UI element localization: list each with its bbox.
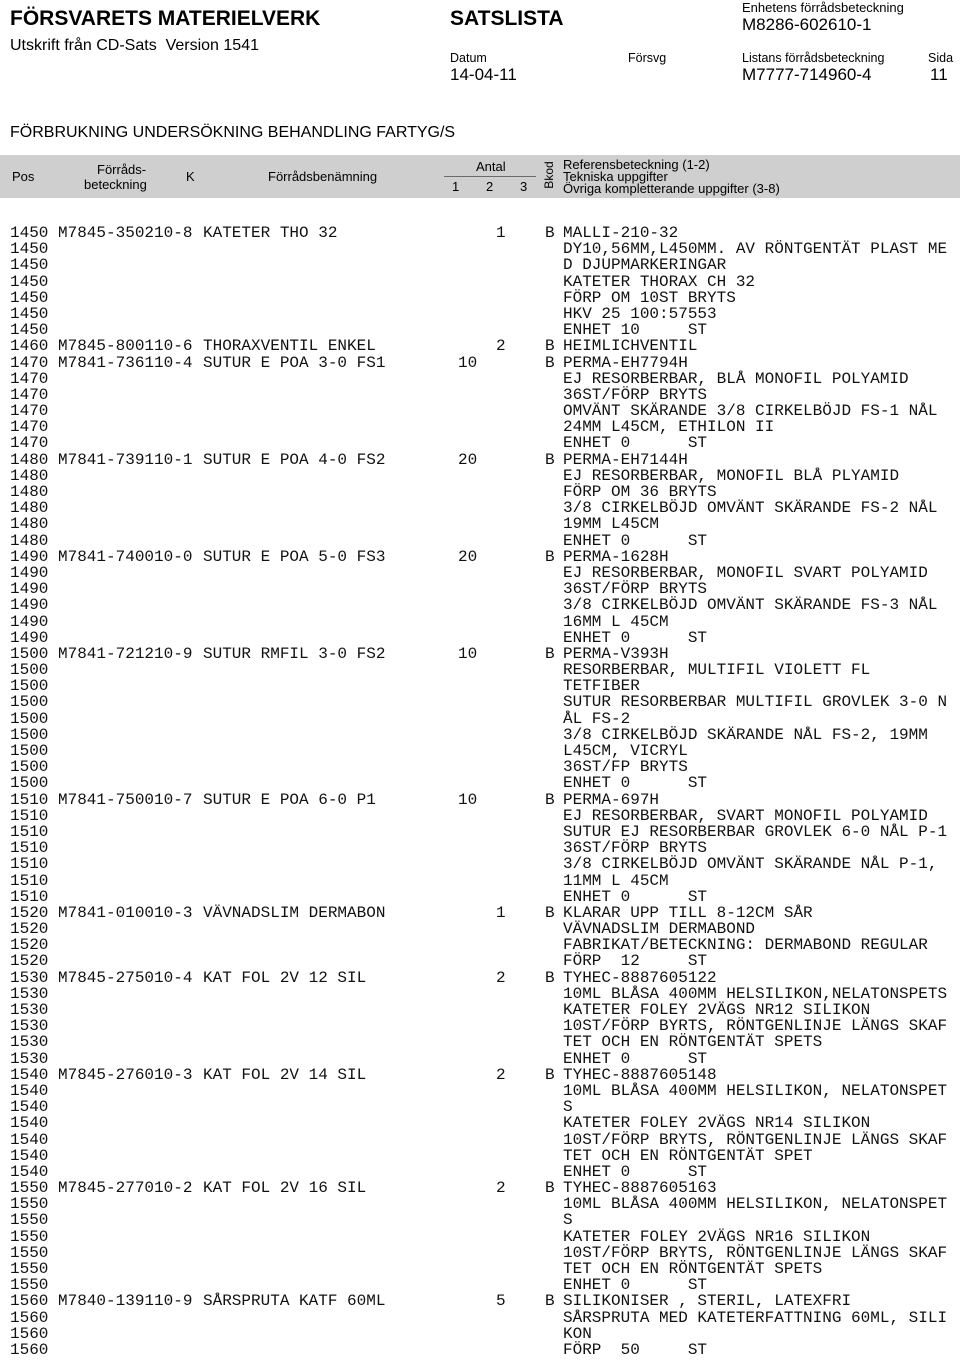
position-number: 1500 bbox=[10, 709, 49, 728]
item-row bbox=[0, 452, 960, 468]
reference-text: 11MM L 45CM bbox=[563, 871, 669, 890]
item-list bbox=[0, 225, 960, 1358]
item-detail-row bbox=[0, 290, 960, 306]
position-number: 1560 bbox=[10, 1292, 49, 1311]
position-number: 1550 bbox=[10, 1195, 49, 1214]
b-code: B bbox=[545, 450, 555, 469]
reference-text: ENHET 10 ST bbox=[563, 321, 708, 340]
quantity: 20 bbox=[458, 547, 478, 566]
reference-text: FÖRP OM 10ST BRYTS bbox=[563, 288, 736, 307]
item-detail-row bbox=[0, 1310, 960, 1326]
position-number: 1500 bbox=[10, 661, 49, 680]
quantity: 10 bbox=[458, 644, 478, 663]
column-other-info: Övriga kompletterande uppgifter (3-8) bbox=[563, 181, 780, 196]
reference-text: 10ST/FÖRP BRYTS, RÖNTGENLINJE LÄNGS SKAF bbox=[563, 1130, 948, 1149]
page-label: Sida bbox=[928, 51, 954, 65]
item-name: SUTUR E POA 4-0 FS2 bbox=[203, 450, 386, 469]
quantity-divider bbox=[444, 176, 536, 177]
item-detail-row bbox=[0, 484, 960, 500]
item-detail-row bbox=[0, 759, 960, 775]
quantity: 5 bbox=[496, 1292, 506, 1311]
item-name: THORAXVENTIL ENKEL bbox=[203, 337, 376, 356]
position-number: 1540 bbox=[10, 1130, 49, 1149]
item-detail-row bbox=[0, 921, 960, 937]
item-name: SUTUR RMFIL 3-0 FS2 bbox=[203, 644, 386, 663]
position-number: 1510 bbox=[10, 806, 49, 825]
position-number: 1470 bbox=[10, 353, 49, 372]
reference-text: TET OCH EN RÖNTGENTÄT SPETS bbox=[563, 1260, 823, 1278]
printout-info: Utskrift från CD-Sats Version 1541 bbox=[10, 37, 259, 54]
item-detail-row bbox=[0, 1164, 960, 1180]
column-quantity-1: 1 bbox=[452, 179, 460, 194]
item-detail-row bbox=[0, 662, 960, 678]
article-number: M7841-750010-7 bbox=[58, 790, 193, 809]
item-detail-row bbox=[0, 1261, 960, 1277]
item-row bbox=[0, 1067, 960, 1083]
item-detail-row bbox=[0, 1229, 960, 1245]
item-detail-row bbox=[0, 1196, 960, 1212]
position-number: 1470 bbox=[10, 369, 49, 388]
item-row bbox=[0, 1293, 960, 1309]
item-row bbox=[0, 225, 960, 241]
item-row bbox=[0, 970, 960, 986]
column-name: Förrådsbenämning bbox=[268, 169, 378, 184]
item-row bbox=[0, 646, 960, 662]
item-row bbox=[0, 355, 960, 371]
b-code: B bbox=[545, 1292, 555, 1311]
reference-text: EJ RESORBERBAR, MONOFIL SVART POLYAMID bbox=[563, 563, 928, 582]
column-bkod: Bkod bbox=[542, 161, 556, 189]
position-number: 1560 bbox=[10, 1324, 49, 1343]
item-detail-row bbox=[0, 419, 960, 435]
position-number: 1550 bbox=[10, 1227, 49, 1246]
position-number: 1490 bbox=[10, 628, 49, 647]
reference-text: SILIKONISER , STERIL, LATEXFRI bbox=[563, 1292, 852, 1311]
quantity: 2 bbox=[496, 1179, 506, 1198]
reference-text: FÖRP 12 ST bbox=[563, 952, 708, 971]
reference-text: TYHEC-8887605163 bbox=[563, 1179, 717, 1198]
item-detail-row bbox=[0, 1132, 960, 1148]
reference-text: 3/8 CIRKELBÖJD OMVÄNT SKÄRANDE FS-3 NÅL bbox=[563, 596, 938, 615]
column-technical: Tekniska uppgifter bbox=[563, 169, 668, 184]
reference-text: PERMA-697H bbox=[563, 790, 660, 809]
item-row bbox=[0, 905, 960, 921]
b-code: B bbox=[545, 644, 555, 663]
reference-text: OMVÄNT SKÄRANDE 3/8 CIRKELBÖJD FS-1 NÅL bbox=[563, 402, 938, 421]
list-code: M7777-714960-4 bbox=[742, 65, 872, 84]
position-number: 1530 bbox=[10, 1017, 49, 1036]
item-name: SUTUR E POA 6-0 P1 bbox=[203, 790, 376, 809]
position-number: 1450 bbox=[10, 304, 49, 323]
position-number: 1560 bbox=[10, 1308, 49, 1327]
reference-text: HKV 25 100:57553 bbox=[563, 304, 717, 323]
quantity: 10 bbox=[458, 790, 478, 809]
position-number: 1510 bbox=[10, 822, 49, 841]
reference-text: SUTUR RESORBERBAR MULTIFIL GROVLEK 3-0 N bbox=[563, 693, 948, 712]
item-detail-row bbox=[0, 1326, 960, 1342]
reference-text: KATETER FOLEY 2VÄGS NR12 SILIKON bbox=[563, 1001, 871, 1019]
item-detail-row bbox=[0, 889, 960, 905]
item-detail-row bbox=[0, 1083, 960, 1099]
b-code: B bbox=[545, 337, 555, 356]
position-number: 1480 bbox=[10, 515, 49, 534]
reference-text: 3/8 CIRKELBÖJD OMVÄNT SKÄRANDE NÅL P-1, bbox=[563, 855, 938, 874]
b-code: B bbox=[545, 903, 555, 922]
position-number: 1480 bbox=[10, 499, 49, 518]
item-detail-row bbox=[0, 630, 960, 646]
position-number: 1530 bbox=[10, 984, 49, 1003]
item-name: KATETER THO 32 bbox=[203, 224, 338, 242]
unit-code: M8286-602610-1 bbox=[742, 15, 872, 34]
position-number: 1490 bbox=[10, 563, 49, 582]
organization-title: FÖRSVARETS MATERIELVERK bbox=[10, 7, 321, 30]
reference-text: EJ RESORBERBAR, MONOFIL BLÅ PLYAMID bbox=[563, 466, 900, 485]
quantity: 10 bbox=[458, 353, 478, 372]
b-code: B bbox=[545, 790, 555, 809]
position-number: 1510 bbox=[10, 790, 49, 809]
item-detail-row bbox=[0, 403, 960, 419]
item-name: KAT FOL 2V 12 SIL bbox=[203, 968, 367, 987]
reference-text: TYHEC-8887605148 bbox=[563, 1065, 717, 1084]
item-name: SÅRSPRUTA KATF 60ML bbox=[203, 1292, 386, 1311]
position-number: 1510 bbox=[10, 887, 49, 906]
position-number: 1550 bbox=[10, 1260, 49, 1278]
reference-text: SUTUR EJ RESORBERBAR GROVLEK 6-0 NÅL P-1 bbox=[563, 822, 948, 841]
column-ident-line-1: Förråds- bbox=[97, 162, 147, 177]
reference-text: KATETER THORAX CH 32 bbox=[563, 272, 756, 291]
item-detail-row bbox=[0, 824, 960, 840]
quantity: 2 bbox=[496, 1065, 506, 1084]
position-number: 1500 bbox=[10, 774, 49, 793]
reference-text: PERMA-EH7794H bbox=[563, 353, 688, 372]
item-detail-row bbox=[0, 856, 960, 872]
item-detail-row bbox=[0, 727, 960, 743]
position-number: 1480 bbox=[10, 450, 49, 469]
reference-text: FÖRP 50 ST bbox=[563, 1340, 708, 1359]
position-number: 1530 bbox=[10, 1033, 49, 1052]
reference-text: PERMA-1628H bbox=[563, 547, 669, 566]
item-name: KAT FOL 2V 14 SIL bbox=[203, 1065, 367, 1084]
reference-text: TET OCH EN RÖNTGENTÄT SPET bbox=[563, 1146, 813, 1165]
item-detail-row bbox=[0, 241, 960, 257]
unit-code-label: Enhetens förrådsbeteckning bbox=[742, 0, 904, 15]
item-detail-row bbox=[0, 678, 960, 694]
position-number: 1550 bbox=[10, 1211, 49, 1230]
reference-text: MALLI-210-32 bbox=[563, 224, 679, 242]
position-number: 1540 bbox=[10, 1146, 49, 1165]
item-row bbox=[0, 1180, 960, 1196]
position-number: 1460 bbox=[10, 337, 49, 356]
article-number: M7845-275010-4 bbox=[58, 968, 193, 987]
position-number: 1510 bbox=[10, 855, 49, 874]
reference-text: PERMA-V393H bbox=[563, 644, 669, 663]
quantity: 20 bbox=[458, 450, 478, 469]
reference-text: FÖRP OM 36 BRYTS bbox=[563, 483, 717, 501]
reference-text: 3/8 CIRKELBÖJD OMVÄNT SKÄRANDE FS-2 NÅL bbox=[563, 499, 938, 518]
item-detail-row bbox=[0, 1099, 960, 1115]
reference-text: SÅRSPRUTA MED KATETERFATTNING 60ML, SILI bbox=[563, 1308, 948, 1327]
item-detail-row bbox=[0, 1245, 960, 1261]
reference-text: FABRIKAT/BETECKNING: DERMABOND REGULAR bbox=[563, 936, 928, 955]
position-number: 1450 bbox=[10, 272, 49, 291]
position-number: 1490 bbox=[10, 580, 49, 599]
article-number: M7845-800110-6 bbox=[58, 337, 193, 356]
column-quantity-2: 2 bbox=[486, 179, 494, 194]
reference-text: EJ RESORBERBAR, BLÅ MONOFIL POLYAMID bbox=[563, 369, 909, 388]
position-number: 1500 bbox=[10, 693, 49, 712]
item-detail-row bbox=[0, 322, 960, 338]
position-number: 1480 bbox=[10, 466, 49, 485]
item-detail-row bbox=[0, 840, 960, 856]
column-ident-line-2: beteckning bbox=[84, 177, 147, 192]
item-detail-row bbox=[0, 614, 960, 630]
position-number: 1530 bbox=[10, 1049, 49, 1068]
position-number: 1560 bbox=[10, 1340, 49, 1359]
reference-text: 10ML BLÅSA 400MM HELSILIKON, NELATONSPET bbox=[563, 1195, 948, 1214]
article-number: M7841-740010-0 bbox=[58, 547, 193, 566]
item-detail-row bbox=[0, 986, 960, 1002]
article-number: M7845-276010-3 bbox=[58, 1065, 193, 1084]
reference-text: 36ST/FÖRP BRYTS bbox=[563, 385, 708, 404]
list-code-label: Listans förrådsbeteckning bbox=[742, 51, 885, 65]
reference-text: 24MM L45CM, ETHILON II bbox=[563, 418, 775, 437]
reference-text: KATETER FOLEY 2VÄGS NR14 SILIKON bbox=[563, 1114, 871, 1133]
reference-text: ENHET 0 ST bbox=[563, 434, 708, 453]
column-pos: Pos bbox=[12, 169, 35, 184]
article-number: M7841-739110-1 bbox=[58, 450, 193, 469]
reference-text: ENHET 0 ST bbox=[563, 628, 708, 647]
item-detail-row bbox=[0, 1051, 960, 1067]
reference-text: D DJUPMARKERINGAR bbox=[563, 256, 727, 275]
position-number: 1520 bbox=[10, 952, 49, 971]
quantity: 1 bbox=[496, 224, 506, 242]
position-number: 1450 bbox=[10, 321, 49, 340]
position-number: 1490 bbox=[10, 596, 49, 615]
reference-text: S bbox=[563, 1211, 573, 1230]
article-number: M7840-139110-9 bbox=[58, 1292, 193, 1311]
item-detail-row bbox=[0, 533, 960, 549]
reference-text: 36ST/FP BRYTS bbox=[563, 758, 688, 777]
position-number: 1490 bbox=[10, 547, 49, 566]
position-number: 1500 bbox=[10, 758, 49, 777]
b-code: B bbox=[545, 968, 555, 987]
position-number: 1450 bbox=[10, 256, 49, 275]
item-detail-row bbox=[0, 1115, 960, 1131]
reference-text: L45CM, VICRYL bbox=[563, 742, 688, 760]
reference-text: VÄVNADSLIM DERMABOND bbox=[563, 920, 756, 939]
item-row bbox=[0, 338, 960, 354]
position-number: 1530 bbox=[10, 968, 49, 987]
reference-text: 19MM L45CM bbox=[563, 515, 660, 534]
position-number: 1500 bbox=[10, 725, 49, 744]
position-number: 1480 bbox=[10, 483, 49, 501]
column-quantity: Antal bbox=[476, 159, 506, 174]
reference-text: 3/8 CIRKELBÖJD SKÄRANDE NÅL FS-2, 19MM bbox=[563, 725, 928, 744]
item-detail-row bbox=[0, 1002, 960, 1018]
position-number: 1480 bbox=[10, 531, 49, 550]
item-detail-row bbox=[0, 257, 960, 273]
article-number: M7841-010010-3 bbox=[58, 903, 193, 922]
item-detail-row bbox=[0, 1212, 960, 1228]
article-number: M7845-350210-8 bbox=[58, 224, 193, 242]
reference-text: S bbox=[563, 1098, 573, 1117]
item-detail-row bbox=[0, 435, 960, 451]
item-detail-row bbox=[0, 581, 960, 597]
item-detail-row bbox=[0, 937, 960, 953]
item-detail-row bbox=[0, 1034, 960, 1050]
item-detail-row bbox=[0, 808, 960, 824]
position-number: 1500 bbox=[10, 677, 49, 696]
reference-text: ENHET 0 ST bbox=[563, 887, 708, 906]
reference-text: PERMA-EH7144H bbox=[563, 450, 688, 469]
reference-text: ÅL FS-2 bbox=[563, 709, 631, 728]
item-row bbox=[0, 549, 960, 565]
quantity: 2 bbox=[496, 337, 506, 356]
position-number: 1550 bbox=[10, 1276, 49, 1295]
document-type: SATSLISTA bbox=[450, 7, 564, 30]
position-number: 1520 bbox=[10, 936, 49, 955]
item-detail-row bbox=[0, 775, 960, 791]
position-number: 1470 bbox=[10, 385, 49, 404]
position-number: 1450 bbox=[10, 240, 49, 259]
item-name: KAT FOL 2V 16 SIL bbox=[203, 1179, 367, 1198]
item-detail-row bbox=[0, 1342, 960, 1358]
item-name: SUTUR E POA 3-0 FS1 bbox=[203, 353, 386, 372]
reference-text: 36ST/FÖRP BRYTS bbox=[563, 839, 708, 858]
reference-text: KON bbox=[563, 1324, 592, 1343]
item-detail-row bbox=[0, 306, 960, 322]
item-detail-row bbox=[0, 694, 960, 710]
item-detail-row bbox=[0, 1018, 960, 1034]
position-number: 1520 bbox=[10, 903, 49, 922]
section-title: FÖRBRUKNING UNDERSÖKNING BEHANDLING FARTYG/S bbox=[10, 124, 456, 141]
reference-text: 10ST/FÖRP BYRTS, RÖNTGENLINJE LÄNGS SKAF bbox=[563, 1017, 948, 1036]
position-number: 1550 bbox=[10, 1243, 49, 1262]
position-number: 1470 bbox=[10, 434, 49, 453]
reference-text: DY10,56MM,L450MM. AV RÖNTGENTÄT PLAST ME bbox=[563, 240, 948, 259]
position-number: 1540 bbox=[10, 1114, 49, 1133]
reference-text: ENHET 0 ST bbox=[563, 531, 708, 550]
column-reference: Referensbeteckning (1-2) bbox=[563, 157, 710, 172]
position-number: 1500 bbox=[10, 644, 49, 663]
position-number: 1520 bbox=[10, 920, 49, 939]
position-number: 1510 bbox=[10, 871, 49, 890]
position-number: 1550 bbox=[10, 1179, 49, 1198]
item-detail-row bbox=[0, 274, 960, 290]
b-code: B bbox=[545, 224, 555, 242]
reference-text: KLARAR UPP TILL 8-12CM SÅR bbox=[563, 903, 813, 922]
reference-text: 10ML BLÅSA 400MM HELSILIKON,NELATONSPETS bbox=[563, 984, 948, 1003]
date-label: Datum bbox=[450, 51, 487, 65]
reference-text: 36ST/FÖRP BRYTS bbox=[563, 580, 708, 599]
position-number: 1490 bbox=[10, 612, 49, 631]
reference-text: HEIMLICHVENTIL bbox=[563, 337, 698, 356]
article-number: M7841-736110-4 bbox=[58, 353, 193, 372]
position-number: 1450 bbox=[10, 288, 49, 307]
forsvg-label: Försvg bbox=[628, 51, 667, 65]
item-detail-row bbox=[0, 1148, 960, 1164]
b-code: B bbox=[545, 547, 555, 566]
item-detail-row bbox=[0, 711, 960, 727]
item-detail-row bbox=[0, 743, 960, 759]
item-detail-row bbox=[0, 387, 960, 403]
print-date: 14-04-11 bbox=[450, 65, 517, 84]
position-number: 1510 bbox=[10, 839, 49, 858]
article-number: M7845-277010-2 bbox=[58, 1179, 193, 1198]
item-name: VÄVNADSLIM DERMABON bbox=[203, 903, 386, 922]
quantity: 2 bbox=[496, 968, 506, 987]
position-number: 1470 bbox=[10, 418, 49, 437]
position-number: 1540 bbox=[10, 1162, 49, 1181]
reference-text: EJ RESORBERBAR, SVART MONOFIL POLYAMID bbox=[563, 806, 928, 825]
item-row bbox=[0, 792, 960, 808]
reference-text: ENHET 0 ST bbox=[563, 1049, 708, 1068]
position-number: 1450 bbox=[10, 224, 49, 242]
reference-text: TYHEC-8887605122 bbox=[563, 968, 717, 987]
item-detail-row bbox=[0, 1277, 960, 1293]
b-code: B bbox=[545, 1179, 555, 1198]
position-number: 1540 bbox=[10, 1065, 49, 1084]
item-detail-row bbox=[0, 516, 960, 532]
article-number: M7841-721210-9 bbox=[58, 644, 193, 663]
page-number: 11 bbox=[930, 65, 948, 84]
b-code: B bbox=[545, 1065, 555, 1084]
reference-text: TETFIBER bbox=[563, 677, 640, 696]
reference-text: ENHET 0 ST bbox=[563, 774, 708, 793]
reference-text: ENHET 0 ST bbox=[563, 1276, 708, 1295]
column-quantity-3: 3 bbox=[520, 179, 528, 194]
reference-text: 10ML BLÅSA 400MM HELSILIKON, NELATONSPET bbox=[563, 1081, 948, 1100]
item-detail-row bbox=[0, 468, 960, 484]
reference-text: TET OCH EN RÖNTGENTÄT SPETS bbox=[563, 1033, 823, 1052]
item-detail-row bbox=[0, 500, 960, 516]
reference-text: 10ST/FÖRP BRYTS, RÖNTGENLINJE LÄNGS SKAF bbox=[563, 1243, 948, 1262]
position-number: 1540 bbox=[10, 1081, 49, 1100]
reference-text: RESORBERBAR, MULTIFIL VIOLETT FL bbox=[563, 661, 871, 680]
position-number: 1530 bbox=[10, 1001, 49, 1019]
item-detail-row bbox=[0, 953, 960, 969]
reference-text: KATETER FOLEY 2VÄGS NR16 SILIKON bbox=[563, 1227, 871, 1246]
item-name: SUTUR E POA 5-0 FS3 bbox=[203, 547, 386, 566]
quantity: 1 bbox=[496, 903, 506, 922]
reference-text: 16MM L 45CM bbox=[563, 612, 669, 631]
column-k: K bbox=[186, 169, 195, 184]
position-number: 1470 bbox=[10, 402, 49, 421]
item-detail-row bbox=[0, 371, 960, 387]
position-number: 1540 bbox=[10, 1098, 49, 1117]
reference-text: ENHET 0 ST bbox=[563, 1162, 708, 1181]
item-detail-row bbox=[0, 597, 960, 613]
item-detail-row bbox=[0, 873, 960, 889]
position-number: 1500 bbox=[10, 742, 49, 760]
b-code: B bbox=[545, 353, 555, 372]
item-detail-row bbox=[0, 565, 960, 581]
